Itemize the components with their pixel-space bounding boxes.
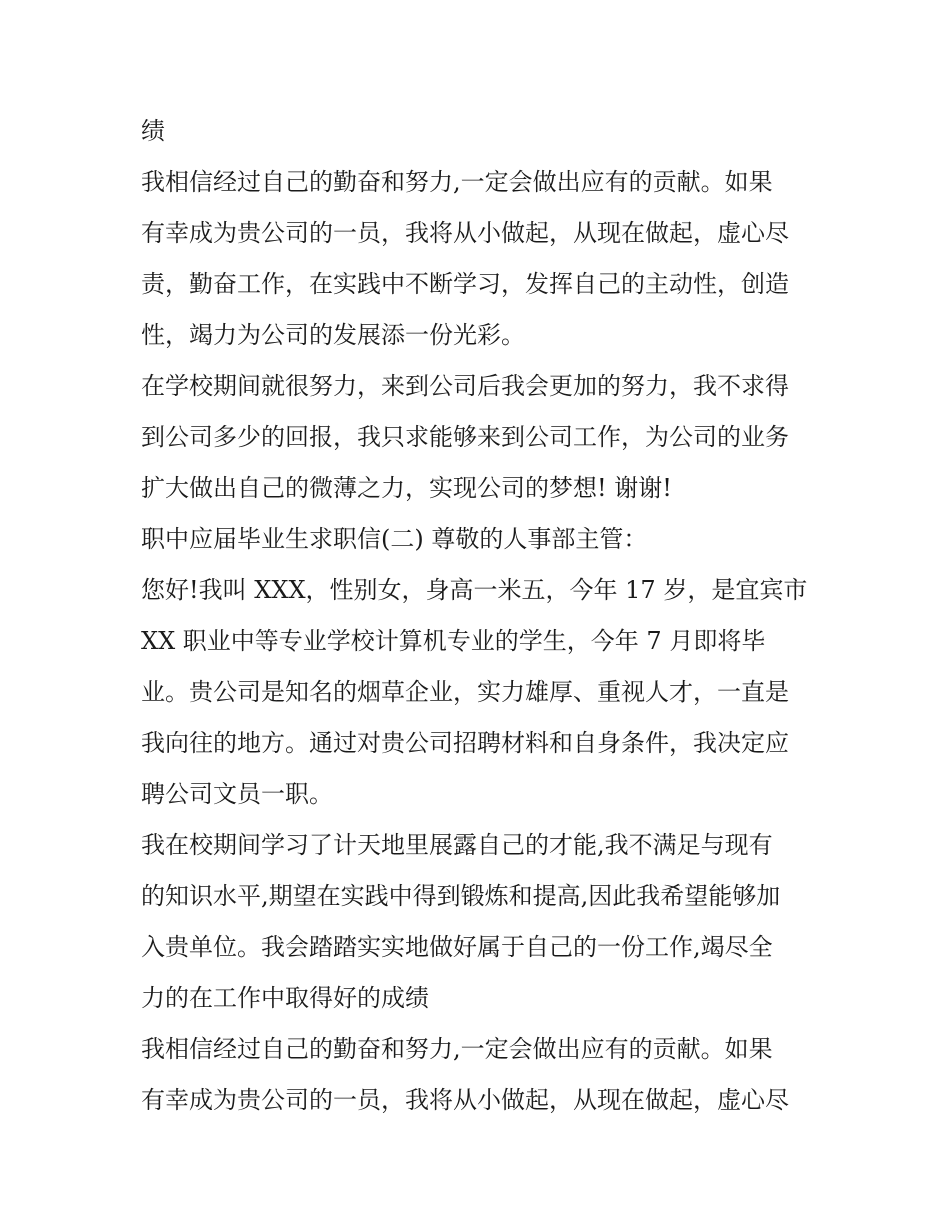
text-line-11: XX 职业中等专业学校计算机专业的学生，今年 7 月即将毕 <box>141 627 766 655</box>
text-line-20: 有幸成为贵公司的一员，我将从小做起，从现在做起，虚心尽 <box>141 1086 789 1114</box>
text-line-3: 有幸成为贵公司的一员，我将从小做起，从现在做起，虚心尽 <box>141 219 789 247</box>
text-line-15: 我在校期间学习了计天地里展露自己的才能,我不满足与现有 <box>141 831 773 859</box>
text-line-6: 在学校期间就很努力，来到公司后我会更加的努力，我不求得 <box>141 372 789 400</box>
text-line-7: 到公司多少的回报，我只求能够来到公司工作，为公司的业务 <box>141 423 789 451</box>
text-line-4: 责，勤奋工作，在实践中不断学习，发挥自己的主动性，创造 <box>141 270 789 298</box>
text-line-18: 力的在工作中取得好的成绩 <box>141 984 429 1012</box>
text-line-5: 性，竭力为公司的发展添一份光彩。 <box>141 321 525 349</box>
text-line-16: 的知识水平,期望在实践中得到锻炼和提高,因此我希望能够加 <box>141 882 781 910</box>
text-line-14: 聘公司文员一职。 <box>141 780 333 808</box>
text-line-17: 入贵单位。我会踏踏实实地做好属于自己的一份工作,竭尽全 <box>141 933 773 961</box>
text-line-8: 扩大做出自己的微薄之力，实现公司的梦想! 谢谢! <box>141 474 672 502</box>
text-line-19: 我相信经过自己的勤奋和努力,一定会做出应有的贡献。如果 <box>141 1035 773 1063</box>
text-line-10: 您好!我叫 XXX，性别女，身高一米五，今年 17 岁，是宜宾市 <box>141 576 808 604</box>
text-line-13: 我向往的地方。通过对贵公司招聘材料和自身条件，我决定应 <box>141 729 789 757</box>
text-line-12: 业。贵公司是知名的烟草企业，实力雄厚、重视人才，一直是 <box>141 678 789 706</box>
text-line-9: 职中应届毕业生求职信(二) 尊敬的人事部主管： <box>141 525 648 553</box>
document-body <box>141 106 821 1126</box>
text-line-1: 绩 <box>141 117 165 145</box>
text-line-2: 我相信经过自己的勤奋和努力,一定会做出应有的贡献。如果 <box>141 168 773 196</box>
